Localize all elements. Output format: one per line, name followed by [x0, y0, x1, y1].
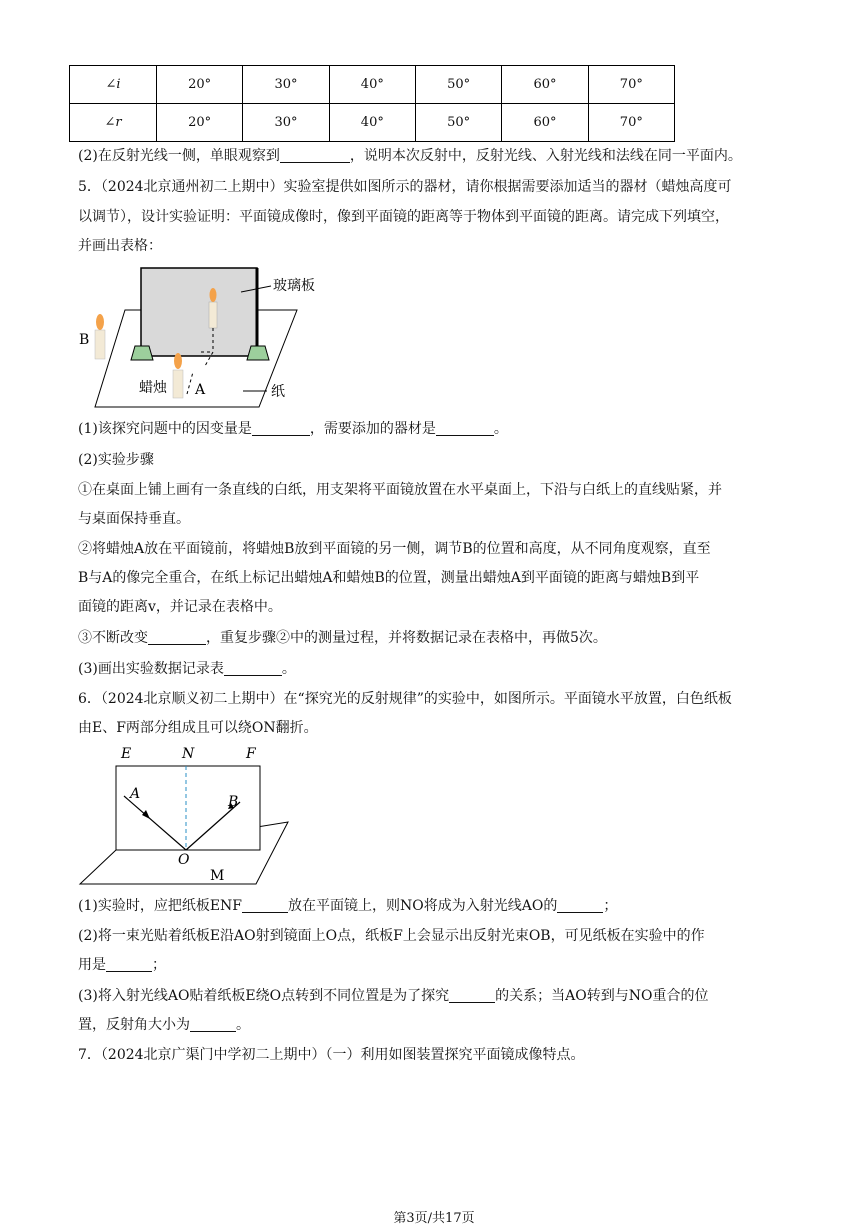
table-cell: 60° — [502, 66, 588, 104]
text: ，说明本次反射中，反射光线、入射光线和法线在同一平面内。 — [349, 148, 742, 164]
text: (1)实验时，应把纸板ENF — [78, 898, 243, 914]
table-row — [70, 104, 675, 142]
text: (3)画出实验数据记录表 — [78, 661, 224, 677]
candle-a — [173, 370, 183, 398]
q5-part1 — [78, 420, 798, 438]
table-row-label: ∠r — [70, 104, 157, 142]
q4-part2 — [78, 147, 798, 165]
label-m: M — [210, 868, 225, 884]
image-candle — [209, 302, 217, 328]
table-cell: 50° — [415, 104, 501, 142]
table-cell: 70° — [588, 66, 674, 104]
b-label: B — [79, 332, 90, 348]
text: 。 — [493, 421, 508, 437]
table-row — [70, 66, 675, 104]
label-b: B — [228, 794, 239, 810]
dashed-line — [187, 372, 193, 394]
label-f: F — [246, 746, 256, 762]
table-cell: 30° — [243, 104, 329, 142]
candle-label: 蜡烛 — [139, 380, 167, 396]
flame-icon — [210, 288, 217, 302]
q5-step2-line1: ②将蜡烛A放在平面镜前，将蜡烛B放到平面镜的另一侧，调节B的位置和高度，从不同角度观察，直至 — [78, 541, 711, 557]
q6-part3-line2 — [78, 1016, 798, 1034]
text: ③不断改变 — [78, 630, 148, 646]
answer-blank — [190, 1017, 236, 1032]
table-cell: 30° — [243, 66, 329, 104]
answer-blank — [280, 148, 350, 163]
q5-step3 — [78, 629, 798, 647]
table-cell: 20° — [157, 66, 243, 104]
q5-part2: (2)实验步骤 — [78, 452, 154, 468]
glass-label: 玻璃板 — [273, 278, 315, 294]
text: ，重复步骤②中的测量过程，并将数据记录在表格中，再做5次。 — [206, 630, 607, 646]
q6-intro-line2: 由E、F两部分组成且可以绕ON翻折。 — [78, 720, 318, 736]
paper-label: 纸 — [271, 384, 285, 400]
angle-table — [69, 65, 675, 142]
text: 。 — [281, 661, 296, 677]
q5-intro-line3: 并画出表格： — [78, 238, 162, 254]
answer-blank — [242, 898, 288, 913]
q6-intro-line1: 6．（2024北京顺义初二上期中）在“探究光的反射规律”的实验中，如图所示。平面镜水平放置，白色纸板 — [78, 691, 732, 707]
label-n: N — [182, 746, 195, 762]
q5-intro-line2: 以调节），设计实验证明：平面镜成像时，像到平面镜的距离等于物体到平面镜的距离。请完成下列填空， — [78, 209, 729, 225]
mirror-candle-figure — [75, 262, 335, 412]
q6-part1 — [78, 897, 798, 915]
reflection-figure — [78, 742, 298, 888]
answer-blank — [449, 988, 495, 1003]
flame-icon — [174, 353, 182, 369]
table-row-label: ∠i — [70, 66, 157, 104]
table-cell: 40° — [329, 66, 415, 104]
answer-blank — [106, 957, 152, 972]
a-label: A — [195, 382, 206, 398]
text: 的关系；当AO转到与NO重合的位 — [495, 988, 709, 1004]
page-footer: 第3页/共17页 — [393, 1211, 475, 1226]
flame-icon — [96, 314, 104, 330]
left-stand — [131, 346, 153, 360]
q5-part3 — [78, 660, 798, 678]
q6-part2-line1: (2)将一束光贴着纸板E沿AO射到镜面上O点，纸板F上会显示出反射光束OB，可见纸板在实验中的作 — [78, 928, 705, 944]
text: 用是 — [78, 957, 106, 973]
glass-plate — [141, 268, 257, 356]
text: ，需要添加的器材是 — [309, 421, 436, 437]
table-cell: 70° — [588, 104, 674, 142]
answer-blank — [224, 661, 282, 676]
table-cell: 20° — [157, 104, 243, 142]
answer-blank — [557, 898, 603, 913]
text: ； — [152, 957, 166, 973]
text: ； — [603, 898, 618, 914]
q6-part2-line2 — [78, 956, 798, 974]
candle-b — [95, 330, 105, 359]
table-cell: 50° — [415, 66, 501, 104]
q5-step2-line3: 面镜的距离v，并记录在表格中。 — [78, 599, 282, 615]
text: 置，反射角大小为 — [78, 1017, 190, 1033]
q5-step1-line2: 与桌面保持垂直。 — [78, 511, 190, 527]
text: 。 — [236, 1017, 250, 1033]
q6-part3-line1 — [78, 987, 798, 1005]
q5-step1-line1: ①在桌面上铺上画有一条直线的白纸，用支架将平面镜放置在水平桌面上，下沿与白纸上的直线贴紧，并 — [78, 482, 722, 498]
answer-blank — [436, 421, 494, 436]
q5-intro-line1: 5．（2024北京通州初二上期中）实验室提供如图所示的器材，请你根据需要添加适当的器材（蜡烛高度可 — [78, 179, 732, 195]
table-cell: 60° — [502, 104, 588, 142]
answer-blank — [252, 421, 310, 436]
text: (3)将入射光线AO贴着纸板E绕O点转到不同位置是为了探究 — [78, 988, 450, 1004]
label-o: O — [178, 852, 190, 868]
table-cell: 40° — [329, 104, 415, 142]
text: (2)在反射光线一侧，单眼观察到 — [78, 148, 280, 164]
q7-intro: 7．（2024北京广渠门中学初二上期中）（一）利用如图装置探究平面镜成像特点。 — [78, 1047, 585, 1063]
q5-step2-line2: B与A的像完全重合，在纸上标记出蜡烛A和蜡烛B的位置，测量出蜡烛A到平面镜的距离与蜡烛B到平 — [78, 570, 700, 586]
right-stand — [247, 346, 269, 360]
label-e: E — [121, 746, 132, 762]
text: (1)该探究问题中的因变量是 — [78, 421, 252, 437]
answer-blank — [148, 630, 206, 645]
text: 放在平面镜上，则NO将成为入射光线AO的 — [288, 898, 558, 914]
label-a: A — [130, 786, 141, 802]
